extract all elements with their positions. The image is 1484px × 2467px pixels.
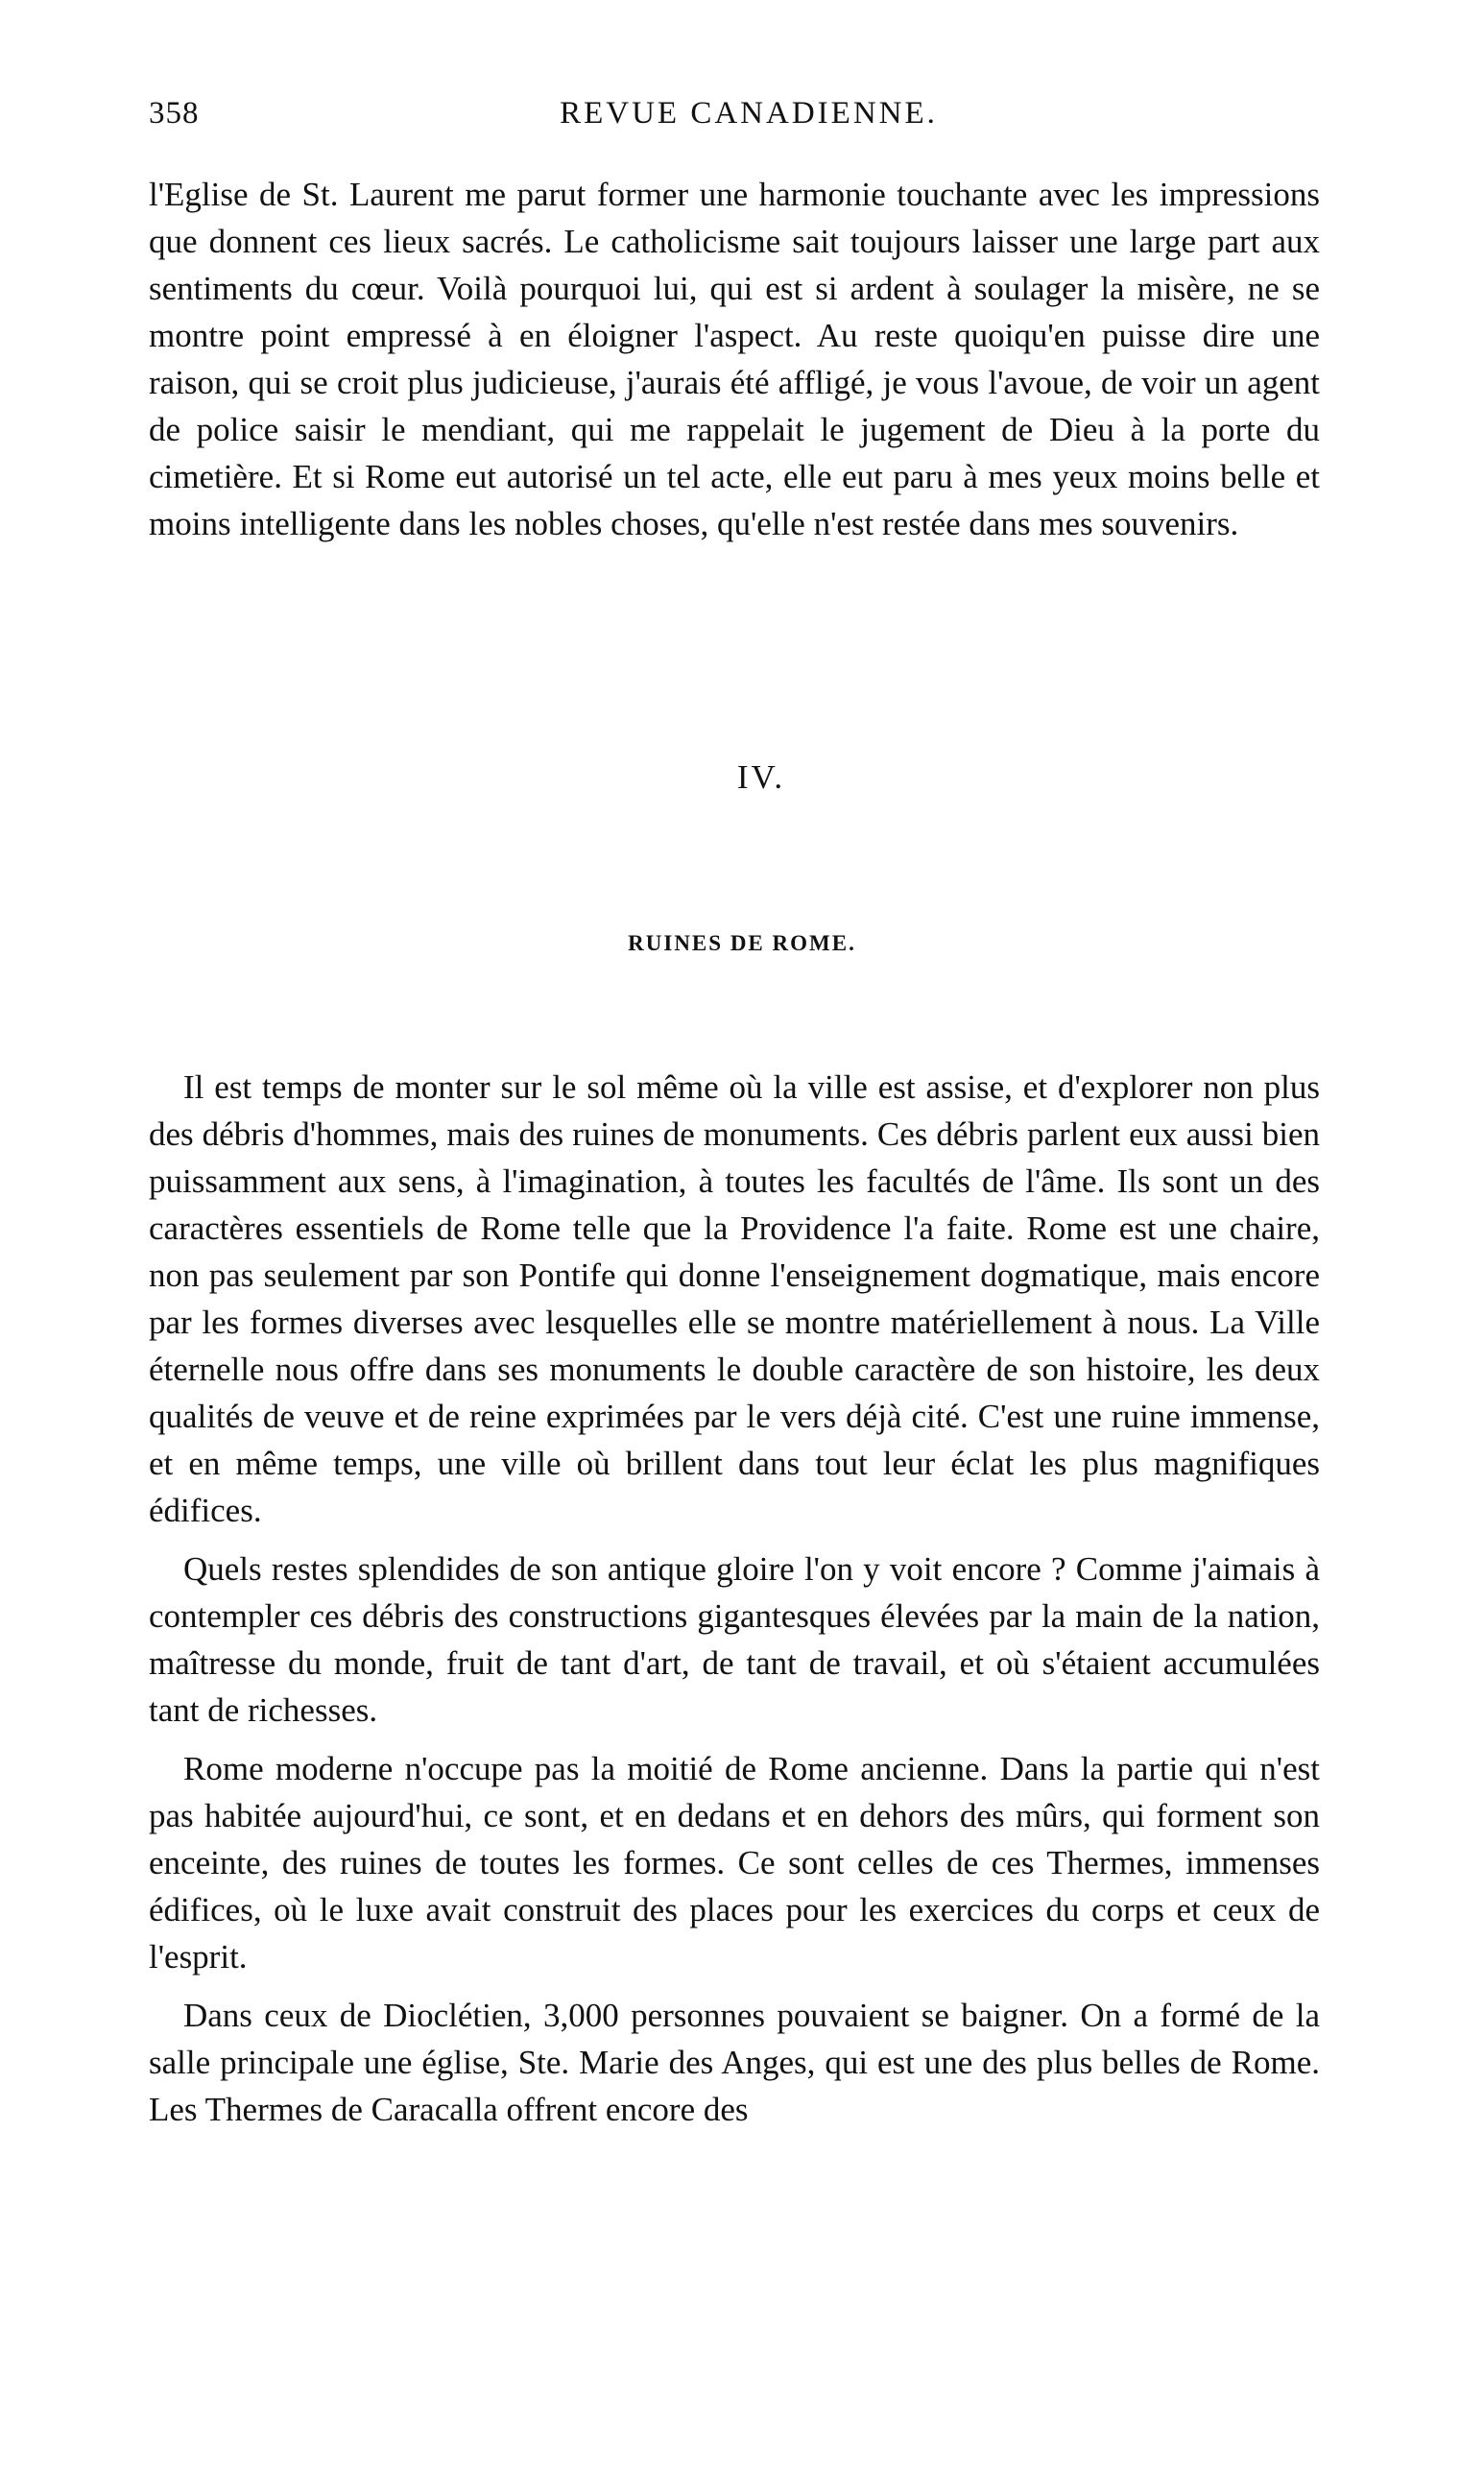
page-number: 358 — [149, 96, 200, 131]
paragraph: Il est temps de monter sur le sol même où la ville est assise, et d'explorer non plus des débris d'hommes, mais des ruines de monuments. Ces débris parlent eux aussi bien puissamment aux sens, à l'imagination, à toutes les facultés de l'âme. Ils sont un des caractères essentiels de Rome telle que la Providence l'a faite. Rome est une chaire, non pas seulement par son Pontife qui donne l'enseignement dogmatique, mais encore par les formes diverses avec lesquelles elle se montre matériellement à nous. La Ville éternelle nous offre dans ses monuments le double caractère de son histoire, les deux qualités de veuve et de reine exprimées par le vers déjà cité. C'est une ruine immense, et en même temps, une ville où brillent dans tout leur éclat les plus magnifiques édifices. — [149, 1068, 1320, 1529]
running-head — [149, 96, 1320, 144]
running-title: REVUE CANADIENNE. — [560, 96, 938, 131]
paragraph: Dans ceux de Dioclétien, 3,000 personnes pouvaient se baigner. On a formé de la salle principale une église, Ste. Marie des Anges, qui est une des plus belles de Rome. Les Thermes de Caracalla offrent encore des — [149, 1997, 1320, 2128]
continued-text — [149, 171, 1320, 559]
paragraph: Quels restes splendides de son antique gloire l'on y voit encore ? Comme j'aimais à contempler ces débris des constructions gigantesques élevées par la main de la nation, maîtresse du monde, fruit de tant d'art, de tant de travail, et où s'étaient accumulées tant de richesses. — [149, 1550, 1320, 1729]
section-number: IV. — [736, 758, 786, 796]
section-body — [149, 1064, 1320, 2144]
paragraph: Rome moderne n'occupe pas la moitié de Rome ancienne. Dans la partie qui n'est pas habitée aujourd'hui, ce sont, et en dedans et en dehors des mûrs, qui forment son enceinte, des ruines de toutes les formes. Ce sont celles de ces Thermes, immenses édifices, où le luxe avait construit des places pour les exercices du corps et ceux de l'esprit. — [149, 1750, 1320, 1976]
section-title: RUINES DE ROME. — [628, 931, 856, 955]
paragraph: l'Eglise de St. Laurent me parut former une harmonie touchante avec les impressions que donnent ces lieux sacrés. Le catholicisme sait toujours laisser une large part aux sentiments du cœur. Voilà pourquoi lui, qui est si ardent à soulager la misère, ne se montre point empressé à en éloigner l'aspect. Au reste quoiqu'en puisse dire une raison, qui se croit plus judicieuse, j'aurais été affligé, je vous l'avoue, de voir un agent de police saisir le mendiant, qui me rappelait le jugement de Dieu à la porte du cimetière. Et si Rome eut autorisé un tel acte, elle eut paru à mes yeux moins belle et moins intelligente dans les nobles choses, qu'elle n'est restée dans mes souvenirs. — [149, 176, 1320, 542]
